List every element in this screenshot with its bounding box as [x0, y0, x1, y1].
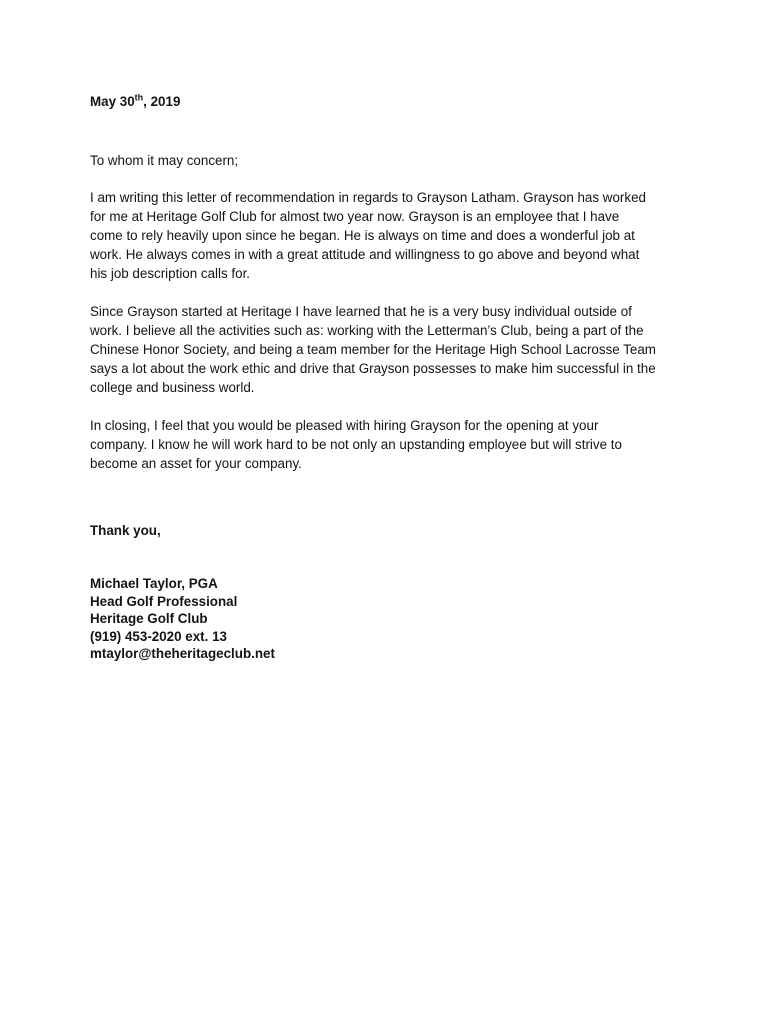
paragraph-recommendation — [90, 188, 690, 283]
closing-line: Thank you, — [90, 523, 161, 538]
paragraph-line: Since Grayson started at Heritage I have learned that he is a very busy individual outside of — [90, 304, 632, 319]
signature-name: Michael Taylor, PGA — [90, 576, 218, 591]
signature-email: mtaylor@theheritageclub.net — [90, 646, 275, 661]
paragraph-line: I am writing this letter of recommendation in regards to Grayson Latham. Grayson has worked — [90, 190, 646, 205]
letter-date — [90, 92, 690, 111]
paragraph-closing-remarks — [90, 416, 690, 473]
salutation: To whom it may concern; — [90, 153, 239, 168]
signature-phone: (919) 453-2020 ext. 13 — [90, 628, 227, 644]
date-year: , 2019 — [143, 94, 181, 109]
paragraph-line: work. I believe all the activities such as: working with the Letterman’s Club, being a part of the — [90, 323, 644, 338]
paragraph-line: come to rely heavily upon since he began. He is always on time and does a wonderful job at — [90, 228, 635, 243]
signature-title: Head Golf Professional — [90, 593, 238, 609]
signature-organization: Heritage Golf Club — [90, 611, 208, 626]
date-month-day: May 30 — [90, 94, 135, 109]
paragraph-line: his job description calls for. — [90, 266, 251, 281]
paragraph-line: company. I know he will work hard to be not only an upstanding employee but will strive to — [90, 437, 622, 452]
signature-block — [90, 575, 690, 663]
paragraph-line: for me at Heritage Golf Club for almost two year now. Grayson is an employee that I have — [90, 209, 620, 224]
paragraph-line: become an asset for your company. — [90, 456, 302, 471]
paragraph-line: college and business world. — [90, 380, 255, 395]
paragraph-line: says a lot about the work ethic and drive that Grayson possesses to make him successful in the — [90, 361, 656, 376]
date-ordinal-suffix: th — [134, 92, 144, 103]
paragraph-line: work. He always comes in with a great attitude and willingness to go above and beyond what — [90, 247, 640, 262]
paragraph-line: Chinese Honor Society, and being a team member for the Heritage High School Lacrosse Team — [90, 342, 656, 357]
paragraph-line: In closing, I feel that you would be pleased with hiring Grayson for the opening at your — [90, 418, 599, 433]
paragraph-activities — [90, 302, 690, 397]
